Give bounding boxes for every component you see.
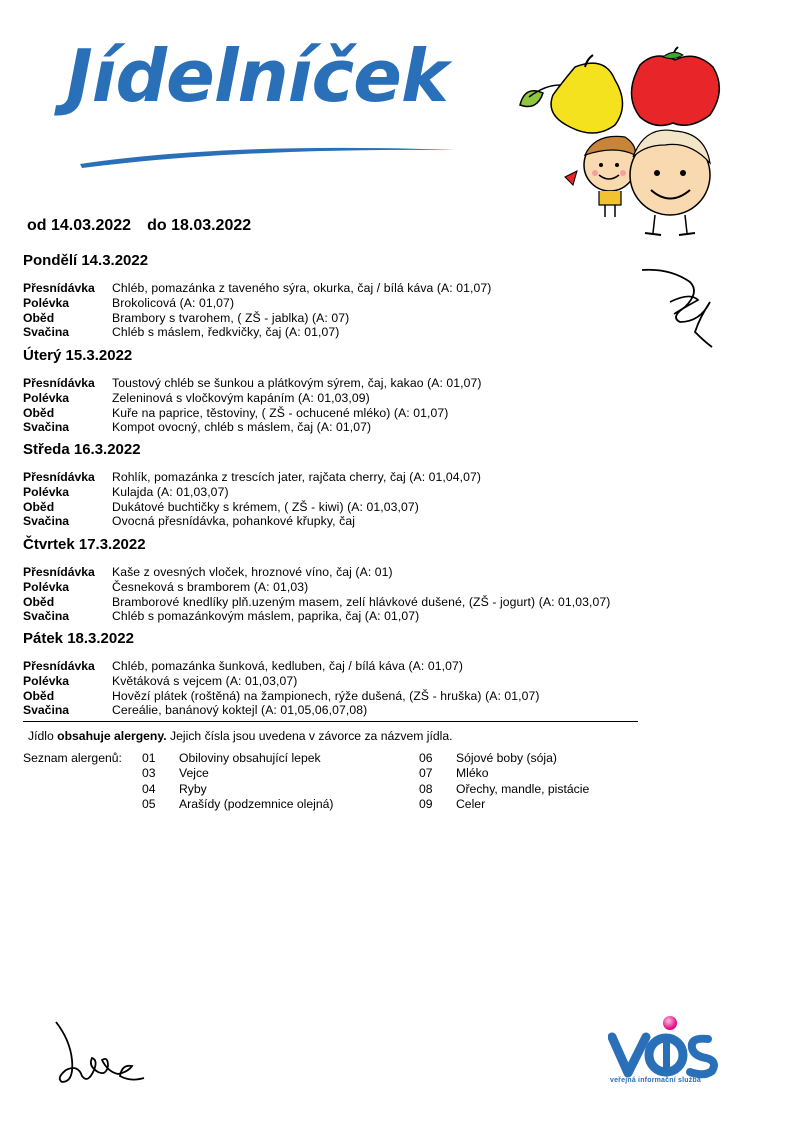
meal-label: Polévka (23, 673, 70, 688)
allergen-name: Mléko (456, 766, 489, 780)
allergen-code: 07 (419, 766, 433, 780)
meal-text: Kuře na paprice, těstoviny, ( ZŠ - ochucené mléko) (A: 01,07) (112, 405, 449, 420)
allergen-name: Celer (456, 797, 486, 811)
divider (23, 721, 638, 722)
meal-row (23, 595, 663, 610)
meal-label: Přesnídávka (23, 565, 95, 579)
meal-label: Přesnídávka (23, 376, 95, 390)
page-title: Jídelníček (66, 34, 448, 118)
meal-text: Bramborové knedlíky plň.uzeným masem, zelí hlávkové dušené, (ZŠ - jogurt) (A: 01,03,07) (112, 594, 611, 609)
meal-label: Svačina (23, 609, 70, 624)
meal-text: Dukátové buchtičky s krémem, ( ZŠ - kiwi) (A: 01,03,07) (112, 499, 419, 514)
day-title: Čtvrtek 17.3.2022 (23, 536, 146, 553)
meal-row (23, 689, 663, 704)
meal-row (23, 391, 663, 406)
meal-row (23, 674, 663, 689)
meal-row (23, 281, 663, 296)
meal-label: Oběd (23, 688, 55, 703)
meal-text: Chléb s máslem, ředkvičky, čaj (A: 01,07) (112, 325, 340, 340)
meal-text: Chléb s pomazánkovým máslem, paprika, čaj (A: 01,07) (112, 609, 420, 624)
allergen-item (419, 782, 589, 797)
meal-text: Brambory s tvarohem, ( ZŠ - jablka) (A: 07) (112, 310, 350, 325)
allergen-item (142, 782, 207, 797)
meal-text: Chléb, pomazánka z taveného sýra, okurka, čaj / bílá káva (A: 01,07) (112, 281, 492, 295)
meal-label: Polévka (23, 390, 70, 405)
title-underline-swoosh (78, 142, 458, 172)
allergen-note (28, 729, 453, 743)
meal-label: Polévka (23, 484, 70, 499)
allergen-item (142, 797, 333, 812)
meal-row (23, 500, 663, 515)
day-title: Pondělí 14.3.2022 (23, 252, 149, 269)
allergen-name: Ryby (179, 782, 207, 796)
meal-label: Polévka (23, 295, 70, 310)
allergen-code: 06 (419, 751, 433, 765)
meal-text: Hovězí plátek (roštěná) na žampionech, rýže dušená, (ZŠ - hruška) (A: 01,07) (112, 688, 540, 703)
meal-row (23, 311, 663, 326)
allergen-code: 09 (419, 797, 433, 811)
meal-label: Přesnídávka (23, 470, 95, 484)
meal-label: Oběd (23, 310, 55, 325)
meal-label: Svačina (23, 420, 70, 435)
meal-text: Kaše z ovesných vloček, hroznové víno, čaj (A: 01) (112, 565, 393, 579)
meal-label: Přesnídávka (23, 659, 95, 673)
meal-label: Oběd (23, 594, 55, 609)
meal-row (23, 296, 663, 311)
day-block (23, 630, 663, 718)
meal-row (23, 325, 663, 340)
meal-row (23, 420, 663, 435)
meal-text: Brokolicová (A: 01,07) (112, 295, 235, 310)
meal-row (23, 565, 663, 580)
allergen-code: 04 (142, 782, 156, 796)
period-from: od 14.03.2022 (27, 217, 132, 234)
allergen-note-prefix: Jídlo (28, 729, 54, 743)
allergen-item (142, 766, 209, 781)
allergen-name: Vejce (179, 766, 209, 780)
meal-text: Chléb, pomazánka šunková, kedluben, čaj / bílá káva (A: 01,07) (112, 659, 464, 673)
meal-label: Svačina (23, 325, 70, 340)
allergen-item (419, 751, 557, 766)
meal-label: Polévka (23, 579, 70, 594)
day-title: Pátek 18.3.2022 (23, 630, 134, 647)
day-title: Středa 16.3.2022 (23, 441, 141, 458)
allergen-item (419, 766, 489, 781)
menu-period (27, 217, 251, 235)
meal-label: Přesnídávka (23, 281, 95, 295)
meal-row (23, 485, 663, 500)
day-block (23, 252, 663, 340)
day-block (23, 441, 663, 529)
meal-row (23, 376, 663, 391)
meal-text: Květáková s vejcem (A: 01,03,07) (112, 673, 298, 688)
meal-text: Toustový chléb se šunkou a plátkovým sýrem, čaj, kakao (A: 01,07) (112, 376, 482, 390)
allergen-note-bold: obsahuje alergeny. (57, 729, 167, 743)
meal-row (23, 580, 663, 595)
meal-row (23, 514, 663, 529)
kids-with-fruit-illustration (515, 45, 730, 245)
allergen-note-suffix: Jejich čísla jsou uvedena v závorce za názvem jídla. (166, 729, 453, 743)
day-block (23, 347, 663, 435)
meal-row (23, 609, 663, 624)
allergen-name: Obiloviny obsahující lepek (179, 751, 321, 765)
meal-row (23, 470, 663, 485)
meal-label: Oběd (23, 405, 55, 420)
allergen-code: 01 (142, 751, 156, 765)
signature-mark-bottom (52, 1020, 147, 1090)
meal-text: Rohlík, pomazánka z trescích jater, rajčata cherry, čaj (A: 01,04,07) (112, 470, 482, 484)
allergen-name: Sójové boby (sója) (456, 751, 557, 765)
meal-text: Zeleninová s vločkovým kapáním (A: 01,03,09) (112, 390, 370, 405)
meal-text: Česneková s bramborem (A: 01,03) (112, 579, 309, 594)
allergen-code: 05 (142, 797, 156, 811)
meal-label: Svačina (23, 514, 70, 529)
day-title: Úterý 15.3.2022 (23, 347, 133, 364)
allergen-item (142, 751, 321, 766)
allergen-name: Arašídy (podzemnice olejná) (179, 797, 334, 811)
meal-row (23, 703, 663, 718)
meal-text: Kulajda (A: 01,03,07) (112, 484, 229, 499)
meal-text: Ovocná přesnídávka, pohankové křupky, čaj (112, 514, 356, 529)
meal-text: Cereálie, banánový koktejl (A: 01,05,06,07,08) (112, 703, 368, 718)
meal-row (23, 406, 663, 421)
allergen-list-label: Seznam alergenů: (23, 751, 122, 765)
meal-label: Svačina (23, 703, 70, 718)
period-to: do 18.03.2022 (147, 217, 252, 234)
allergen-code: 03 (142, 766, 156, 780)
allergen-item (419, 797, 485, 812)
allergen-name: Ořechy, mandle, pistácie (456, 782, 590, 796)
day-block (23, 536, 663, 624)
meal-label: Oběd (23, 499, 55, 514)
allergen-code: 08 (419, 782, 433, 796)
meal-text: Kompot ovocný, chléb s máslem, čaj (A: 01,07) (112, 420, 372, 435)
meal-row (23, 659, 663, 674)
vis-tagline: veřejná informační služba (610, 1077, 701, 1084)
